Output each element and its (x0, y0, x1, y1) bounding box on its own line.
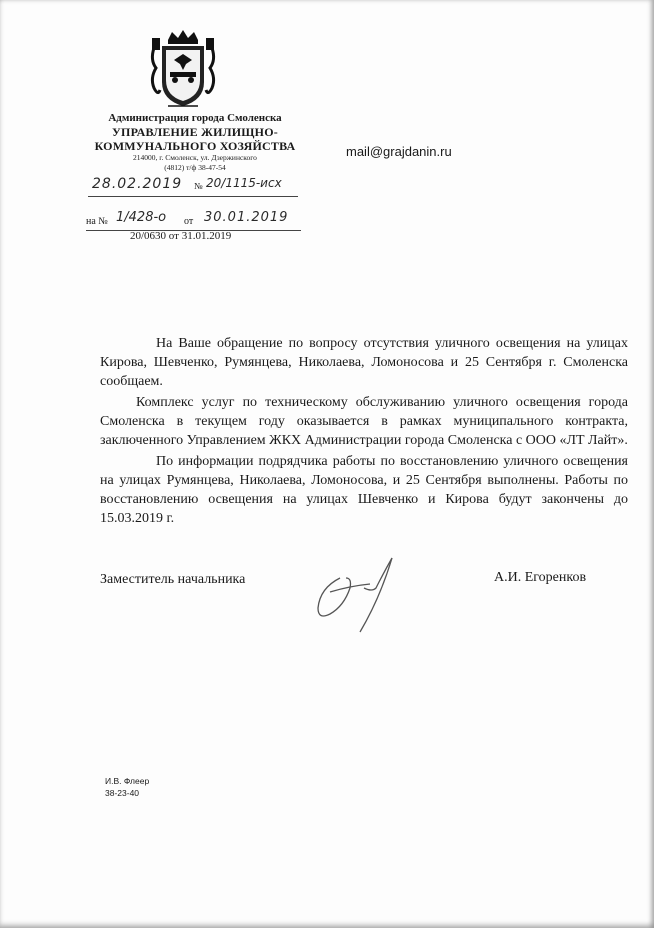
executor-name: И.В. Флеер (105, 776, 150, 786)
signatory-name: А.И. Егоренков (494, 570, 587, 585)
letter-body (100, 334, 628, 528)
signatory-title: Заместитель начальника (100, 572, 246, 587)
paragraph-2: Комплекс услуг по техническому обслуживанию уличного освещения города Смоленска в текущем году оказывается в рамках муниципального контракта, заключенного Управлением ЖКХ Администрации города Смоленска с ООО «ЛТ Лайт». (100, 395, 628, 448)
organization-header (80, 112, 310, 173)
ref-sub-number: 20/0630 от 31.01.2019 (130, 230, 232, 242)
org-admin-name: Администрация города Смоленска (108, 112, 282, 124)
outgoing-registration (88, 176, 298, 197)
coat-of-arms-icon (148, 30, 218, 108)
org-phone: (4812) т/ф 38-47-54 (164, 163, 226, 172)
number-label: № (194, 181, 203, 191)
recipient-email: mail@grajdanin.ru (346, 144, 452, 159)
outgoing-date: 28.02.2019 (92, 176, 183, 192)
executor-phone: 38-23-40 (105, 788, 140, 798)
ref-ot-label: от (184, 216, 194, 227)
ref-na-label: на № (86, 216, 108, 227)
paragraph-3: По информации подрядчика работы по восстановлению уличного освещения на улицах Румянцева, Николаева, Ломоносова, и 25 Сентября выполнены. Работы по восстановлению освещения на улицах Шевченко и Кирова будут закончены до 15.03.2019 г. (100, 454, 628, 526)
org-dept-line2: КОММУНАЛЬНОГО ХОЗЯЙСТВА (94, 139, 296, 153)
outgoing-number: 20/1115-исх (206, 176, 282, 190)
org-dept-line1: УПРАВЛЕНИЕ ЖИЛИЩНО- (112, 125, 278, 139)
paragraph-1: На Ваше обращение по вопросу отсутствия уличного освещения на улицах Кирова, Шевченко, Румянцева, Николаева, Ломоносова и 25 Сентября г. Смоленска сообщаем. (100, 336, 628, 389)
reference-registration (86, 210, 301, 231)
org-address: 214000, г. Смоленск, ул. Дзержинского (133, 153, 257, 162)
ref-number: 1/428-о (116, 210, 167, 225)
signature-icon (310, 548, 410, 638)
ref-date: 30.01.2019 (204, 210, 289, 225)
